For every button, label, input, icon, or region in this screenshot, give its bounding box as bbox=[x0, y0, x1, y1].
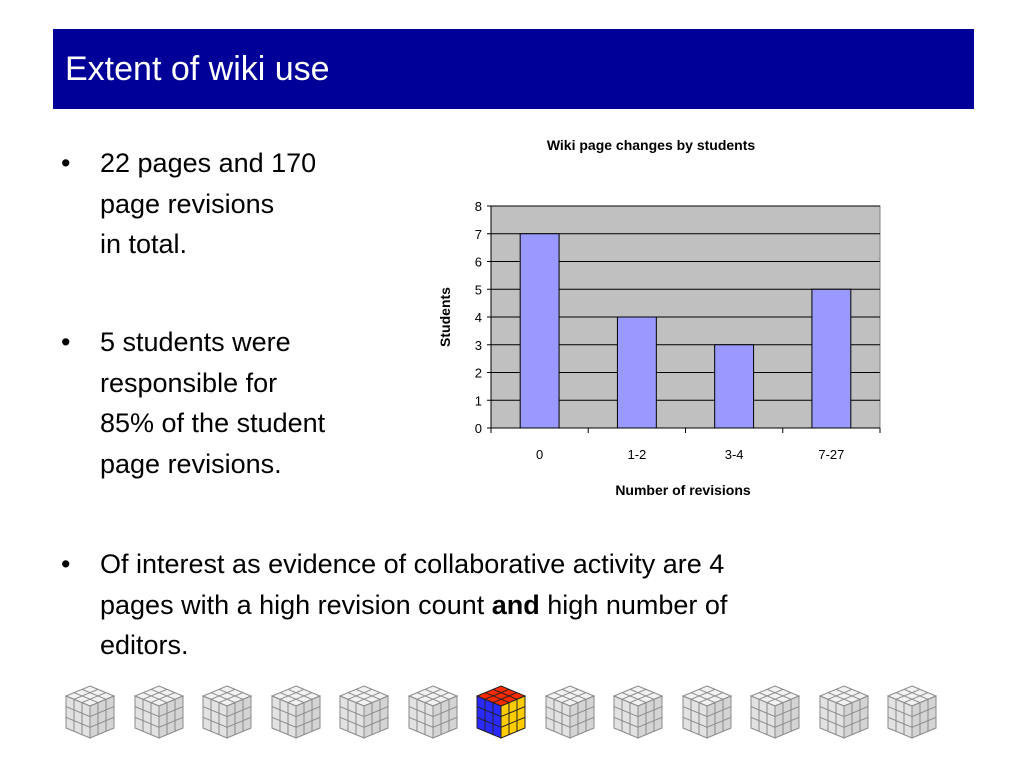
bold-emphasis: and bbox=[491, 589, 540, 620]
bullet-line: 85% of the student bbox=[100, 408, 326, 438]
bullet-line: in total. bbox=[100, 229, 188, 259]
y-tick-label: 0 bbox=[474, 421, 482, 436]
rubiks-cube-grey-icon bbox=[199, 682, 255, 742]
bullet-line: responsible for bbox=[100, 367, 278, 398]
bullet-line bbox=[100, 585, 727, 626]
y-tick-label: 3 bbox=[474, 337, 482, 353]
rubiks-cube-grey-icon bbox=[62, 682, 118, 742]
chart-title: Wiki page changes by students bbox=[546, 137, 756, 153]
rubiks-cube-grey-icon bbox=[542, 682, 598, 742]
y-tick-label: 4 bbox=[474, 310, 482, 325]
y-tick-label: 7 bbox=[474, 226, 482, 242]
rubiks-cube-grey-icon bbox=[336, 682, 392, 742]
x-tick-label: 7-27 bbox=[818, 447, 845, 462]
y-tick-label: 8 bbox=[474, 199, 482, 214]
bullet-line: 22 pages and 170 bbox=[100, 148, 317, 178]
rubiks-cube-grey-icon bbox=[679, 682, 735, 742]
bullet-marker: • bbox=[61, 327, 71, 357]
bullet-line: 5 students were bbox=[100, 327, 291, 357]
decorative-cube-strip bbox=[62, 682, 962, 744]
y-tick-label: 2 bbox=[474, 365, 482, 381]
bullet-line: editors. bbox=[100, 630, 189, 660]
bullet-line: page revisions. bbox=[100, 448, 282, 479]
bar bbox=[715, 345, 754, 428]
bullet-line: page revisions bbox=[100, 188, 275, 219]
bullet-marker: • bbox=[61, 549, 71, 579]
rubiks-cube-grey-icon bbox=[747, 682, 803, 742]
title-bar bbox=[53, 29, 974, 109]
rubiks-cube-grey-icon bbox=[884, 682, 940, 742]
rubiks-cube-grey-icon bbox=[131, 682, 187, 742]
bar bbox=[520, 234, 559, 428]
rubiks-cube-grey-icon bbox=[816, 682, 872, 742]
rubiks-cube-color-icon bbox=[473, 682, 529, 742]
bar bbox=[617, 317, 656, 428]
y-axis-label: Students bbox=[437, 287, 453, 347]
y-tick-label: 5 bbox=[474, 282, 482, 298]
bar bbox=[812, 289, 851, 428]
bar-chart bbox=[420, 130, 900, 510]
x-tick-label: 3-4 bbox=[724, 447, 744, 462]
x-tick-label: 1-2 bbox=[627, 447, 647, 462]
rubiks-cube-grey-icon bbox=[610, 682, 666, 742]
y-tick-label: 6 bbox=[474, 254, 482, 270]
bullet-text: pages with a high revision count bbox=[100, 589, 492, 620]
x-tick-label: 0 bbox=[536, 447, 544, 462]
slide-title: Extent of wiki use bbox=[65, 50, 330, 88]
y-tick-label: 1 bbox=[474, 393, 482, 409]
rubiks-cube-grey-icon bbox=[405, 682, 461, 742]
bullet-marker: • bbox=[61, 148, 71, 178]
bullet-text: high number of bbox=[539, 589, 728, 620]
rubiks-cube-grey-icon bbox=[268, 682, 324, 742]
x-axis-label: Number of revisions bbox=[615, 482, 751, 498]
bullet-line: Of interest as evidence of collaborative activity are 4 bbox=[100, 549, 725, 579]
